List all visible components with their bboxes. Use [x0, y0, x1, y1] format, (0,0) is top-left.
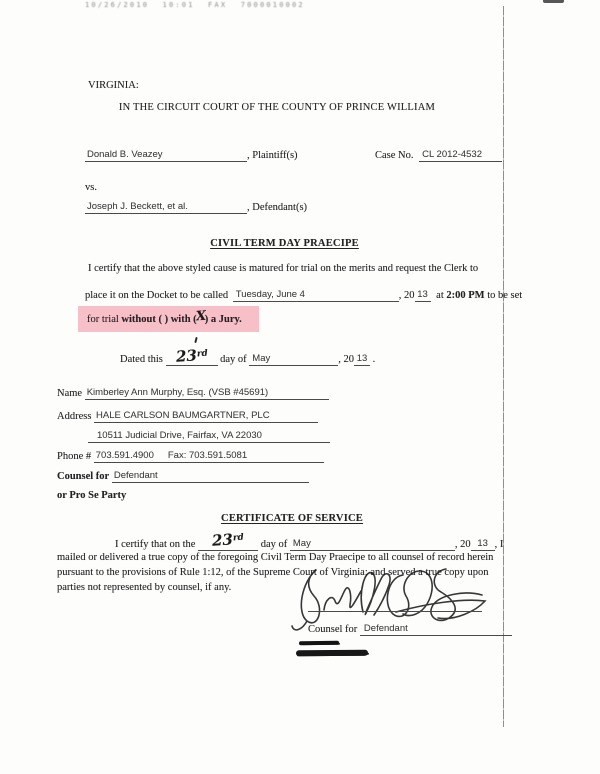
corner-ink-mark: [543, 0, 564, 3]
case-number-row: [375, 148, 502, 162]
jury-x-mark: X: [195, 308, 207, 325]
praecipe-line1: I certify that the above styled cause is matured for trial on the merits and request the Clerk to: [88, 263, 479, 274]
jury-election-highlight: [78, 306, 259, 332]
counsel-for-field: Defendant: [112, 469, 309, 483]
address-label: Address: [57, 411, 92, 422]
certificate-body-line: pursuant to the provisions of Rule 1:12, of the Supreme Court of Virginia; and served a true copy upon: [57, 567, 489, 578]
dated-day-value: 23: [175, 345, 198, 366]
cert-day-ordinal: rd: [232, 532, 245, 544]
vertical-scan-line: [503, 6, 504, 727]
year-field: 13: [415, 288, 431, 302]
phone-row: [57, 449, 324, 463]
counsel-for-label: Counsel for: [57, 471, 110, 482]
dated-year-field: 13: [354, 352, 370, 366]
dated-period: .: [372, 354, 376, 365]
struck-out-line: [299, 641, 339, 645]
name-field: Kimberley Ann Murphy, Esq. (VSB #45691): [85, 386, 329, 400]
certificate-body-line: parties not represented by counsel, if any.: [57, 582, 232, 593]
name-label: Name: [57, 388, 83, 399]
year-prefix: , 20: [398, 290, 415, 301]
address-field-line1: HALE CARLSON BAUMGARTNER, PLC: [94, 409, 318, 423]
plaintiff-row: [85, 148, 298, 162]
cert-year-prefix: , 20: [454, 539, 471, 550]
time-at: at: [436, 290, 444, 301]
jury-prefix: for trial: [87, 314, 119, 325]
address-field-line2: 10511 Judicial Drive, Fairfax, VA 22030: [88, 429, 330, 443]
certificate-line1: [115, 529, 504, 551]
plaintiff-label: , Plaintiff(s): [247, 150, 298, 161]
plaintiff-name-field: Donald B. Veazey: [85, 148, 247, 162]
dated-day-ordinal: rd: [196, 348, 208, 360]
phone-value: 703.591.4900: [95, 450, 154, 461]
phone-label: Phone #: [57, 451, 92, 462]
certificate-body-line: mailed or delivered a true copy of the foregoing Civil Term Day Praecipe to all counsel of record herein: [57, 552, 494, 563]
stray-pen-mark: [194, 337, 197, 343]
name-row: [57, 386, 329, 400]
cert-counsel-for-field: Defendant: [360, 622, 512, 636]
cert-prefix: I certify that on the: [115, 539, 196, 550]
praecipe-title: CIVIL TERM DAY PRAECIPE: [210, 238, 359, 249]
counsel-for-row: [57, 469, 309, 483]
defendant-label: , Defendant(s): [247, 202, 308, 213]
certificate-title: CERTIFICATE OF SERVICE: [221, 513, 363, 524]
dated-month-field: May: [249, 352, 338, 366]
state-label: VIRGINIA:: [88, 80, 139, 91]
praecipe-line2: [85, 288, 522, 302]
signature-line: [308, 611, 482, 612]
cert-middle: day of: [260, 539, 288, 550]
case-number-label: Case No.: [375, 150, 414, 161]
line2-suffix: to be set: [487, 290, 523, 301]
dated-middle: day of: [220, 354, 247, 365]
cert-day-field: [198, 529, 258, 551]
dated-year-prefix: , 20: [338, 354, 355, 365]
dated-day-field: [166, 345, 218, 366]
address-row-2: [88, 429, 330, 443]
defendant-name-field: Joseph J. Beckett, et al.: [85, 200, 247, 214]
fax-value: Fax: 703.591.5081: [167, 450, 248, 461]
pro-se-label: or Pro Se Party: [57, 490, 127, 501]
struck-out-line: [296, 650, 368, 657]
address-row: [57, 409, 318, 423]
dated-line: [120, 345, 376, 366]
dated-prefix: Dated this: [120, 354, 163, 365]
court-title: IN THE CIRCUIT COURT OF THE COUNTY OF PRINCE WILLIAM: [118, 102, 436, 113]
defendant-row: [85, 200, 307, 214]
fax-transmission-header: 10/26/2010 10:01 FAX 7000010002: [85, 1, 305, 9]
cert-counsel-for-label: Counsel for: [308, 624, 358, 635]
time-value: 2:00 PM: [446, 290, 485, 301]
versus-label: vs.: [85, 182, 97, 193]
docket-prefix: place it on the Docket to be called: [85, 290, 229, 301]
case-number-value: CL 2012-4532: [419, 148, 502, 162]
cert-day-value: 23: [211, 529, 234, 550]
phone-field: [94, 449, 324, 463]
cert-line1-suffix: , I: [494, 539, 504, 550]
jury-without-with: without ( ) with (: [121, 314, 197, 325]
certificate-counsel-row: [308, 622, 512, 636]
cert-month-field: May: [290, 537, 455, 551]
jury-suffix: ) a Jury.: [204, 314, 242, 325]
cert-year-field: 13: [471, 537, 495, 551]
docket-date-field: Tuesday, June 4: [233, 288, 399, 302]
